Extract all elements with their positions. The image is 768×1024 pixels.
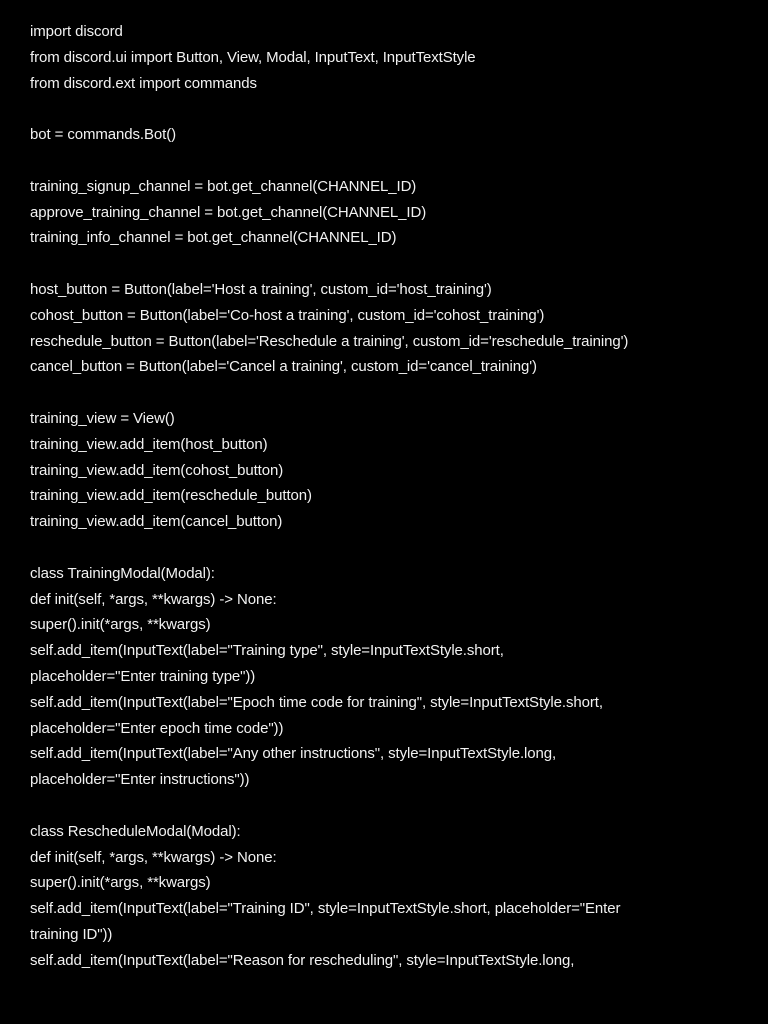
code-line: host_button = Button(label='Host a training', custom_id='host_training') [30,280,492,298]
code-line: placeholder="Enter training type")) [30,667,256,685]
code-line [30,380,750,406]
code-line [30,535,750,561]
code-line: training_view.add_item(cancel_button) [30,513,283,531]
code-line: self.add_item(InputText(label="Training ID", style=InputTextStyle.short, placeholder="Enter [30,900,621,918]
code-line: approve_training_channel = bot.get_channel(CHANNEL_ID) [30,203,427,221]
code-text-view [30,19,750,973]
code-line: bot = commands.Bot() [30,126,176,144]
code-line [30,96,750,122]
code-line: training_signup_channel = bot.get_channel(CHANNEL_ID) [30,177,417,195]
code-line: training_view.add_item(host_button) [30,435,268,453]
code-line: from discord.ui import Button, View, Modal, InputText, InputTextStyle [30,48,476,66]
code-line: cohost_button = Button(label='Co-host a training', custom_id='cohost_training') [30,306,545,324]
code-line: super().init(*args, **kwargs) [30,874,211,892]
code-line: reschedule_button = Button(label='Reschedule a training', custom_id='reschedule_training') [30,332,629,350]
code-line [30,251,750,277]
code-line: def init(self, *args, **kwargs) -> None: [30,848,277,866]
code-line: cancel_button = Button(label='Cancel a training', custom_id='cancel_training') [30,358,537,376]
code-line: import discord [30,23,123,40]
code-line: self.add_item(InputText(label="Epoch time code for training", style=InputTextStyle.short, [30,693,603,711]
code-line: super().init(*args, **kwargs) [30,616,211,634]
code-line: training_info_channel = bot.get_channel(CHANNEL_ID) [30,229,397,247]
code-line: training_view.add_item(cohost_button) [30,461,284,479]
code-line: class RescheduleModal(Modal): [30,822,241,840]
code-line: self.add_item(InputText(label="Any other instructions", style=InputTextStyle.long, [30,745,557,763]
code-line: from discord.ext import commands [30,74,257,92]
code-line: self.add_item(InputText(label="Reason for rescheduling", style=InputTextStyle.long, [30,951,575,969]
code-line: placeholder="Enter epoch time code")) [30,719,284,737]
code-line [30,148,750,174]
code-line: placeholder="Enter instructions")) [30,771,250,789]
code-line: class TrainingModal(Modal): [30,564,215,582]
code-line: training_view.add_item(reschedule_button) [30,487,312,505]
code-line: training_view = View() [30,409,175,427]
code-line: self.add_item(InputText(label="Training type", style=InputTextStyle.short, [30,642,504,660]
code-line: training ID")) [30,925,113,943]
code-line: def init(self, *args, **kwargs) -> None: [30,590,277,608]
code-line [30,793,750,819]
